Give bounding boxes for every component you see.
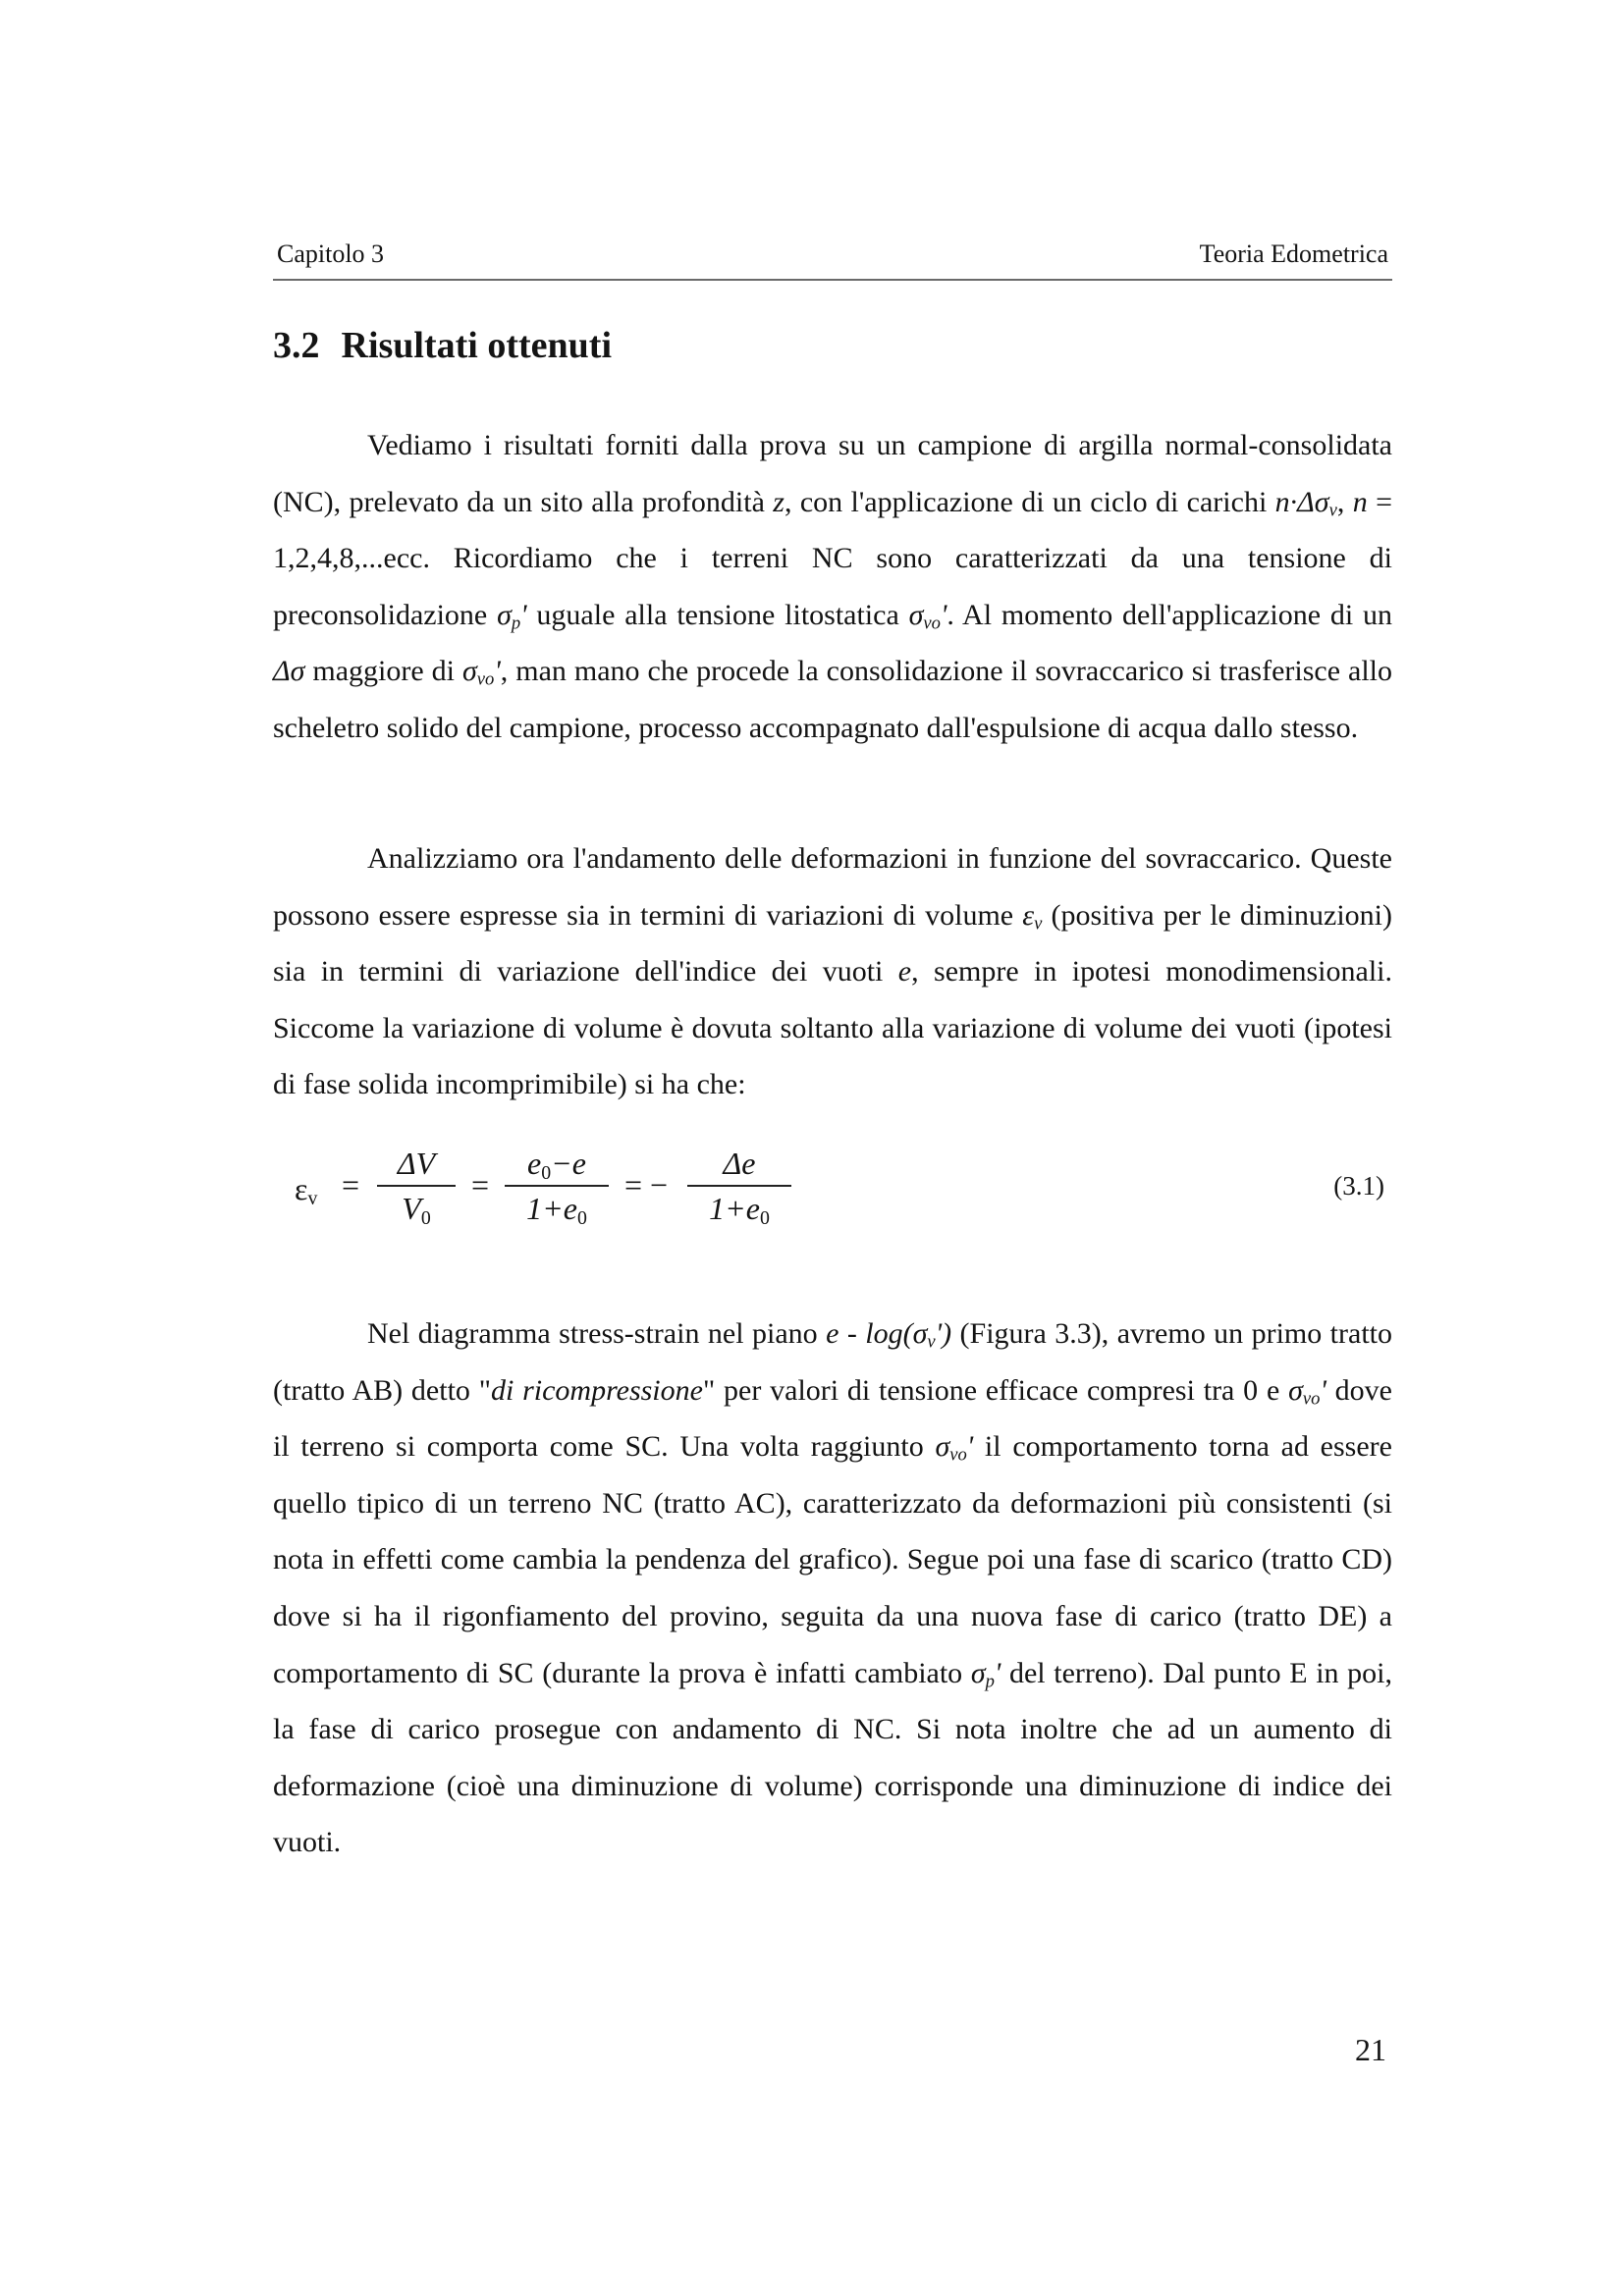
- p1-text: Vediamo i risultati forniti dalla prova su un campione di argilla normal-consolidata (NC), prelevato da un sito alla profondità: [273, 429, 1392, 518]
- p2-text: Analizziamo ora l'andamento delle deformazioni in funzione del sovraccarico. Queste possono essere espresse sia in termini di variazioni di volume: [273, 842, 1392, 932]
- p3-text: del terreno). Dal punto E in poi, la fase di carico prosegue con andamento di NC. Si nota inoltre che ad un aumento di deformazione (cioè una diminuzione di volume) corrisponde una diminuzione di indice dei vuoti.: [273, 1656, 1393, 1859]
- p3-math: ': [1320, 1373, 1326, 1407]
- paragraph-2: [273, 830, 1392, 1113]
- p2-math: ε: [1022, 898, 1035, 932]
- p3-text: dove il terreno si comporta come SC. Una volta raggiunto: [273, 1373, 1392, 1464]
- p3-text: " per valori di tensione efficace compresi tra 0 e: [702, 1373, 1289, 1407]
- p2-text: (positiva per le diminuzioni) sia in termini di variazione dell'indice dei vuoti: [273, 898, 1393, 988]
- p3-subscript: vo: [1302, 1388, 1321, 1410]
- p3-math: ': [966, 1430, 974, 1464]
- p2-subscript: v: [1034, 913, 1043, 934]
- section-heading: [273, 324, 612, 367]
- paragraph-3: [273, 1306, 1392, 1871]
- p1-text: , con l'applicazione di un ciclo di carichi: [784, 485, 1275, 518]
- p1-subscript: vo: [476, 669, 495, 691]
- equation-number: (3.1): [1333, 1171, 1384, 1201]
- p1-math: n·Δσ: [1274, 485, 1329, 518]
- p1-subscript: p: [511, 613, 521, 634]
- eq-fraction-volume: ΔV $V_0$: [377, 1144, 456, 1228]
- p3-math: e - log(σ: [826, 1317, 928, 1350]
- eq-equals: =: [471, 1167, 490, 1202]
- eq-numerator: Δe: [723, 1146, 756, 1181]
- eq-denominator: V: [402, 1191, 421, 1226]
- p1-text: uguale alla tensione litostatica: [526, 598, 909, 631]
- p1-math: z: [773, 485, 784, 518]
- p1-math: σ: [908, 598, 924, 631]
- p1-math: Δσ: [273, 655, 305, 688]
- p1-math: σ: [461, 655, 477, 688]
- p1-math: ': [494, 655, 501, 688]
- eq-denominator: 1+e: [709, 1191, 760, 1226]
- p3-math: σ: [970, 1656, 986, 1689]
- section-title: Risultati ottenuti: [341, 325, 612, 366]
- p3-subscript: v: [927, 1331, 936, 1353]
- p3-text: Nel diagramma stress-strain nel piano: [367, 1317, 827, 1350]
- p3-math: σ: [1288, 1373, 1303, 1407]
- p3-math: ': [994, 1656, 1001, 1689]
- p3-text: il comportamento torna ad essere quello tipico di un terreno NC (tratto AC), caratterizzato da deformazioni più consistenti (si nota in effetti come cambia la pendenza del grafico). Segue poi una fase di scarico (tratto CD) dove si ha il rigonfiamento del provino, seguita da una nuova fase di carico (tratto DE) a comportamento di SC (durante la prova è infatti cambiato: [273, 1430, 1392, 1689]
- p3-emphasis: di ricompressione: [490, 1373, 703, 1407]
- p1-text: maggiore di: [304, 655, 462, 688]
- p1-text: = 1,2,4,8,...ecc. Ricordiamo che i terreni NC sono caratterizzati da una tensione di preconsolidazione: [273, 485, 1392, 631]
- p2-text: , sempre in ipotesi monodimensionali. Siccome la variazione di volume è dovuta soltanto alla variazione di volume dei vuoti (ipotesi di fase solida incomprimibile) si ha che:: [273, 955, 1393, 1101]
- paragraph-1: [273, 417, 1392, 757]
- eq-fraction-voids: $e_0-e$ $1+e_0$: [505, 1144, 609, 1228]
- running-header: [273, 240, 1392, 281]
- p3-math: '): [935, 1317, 952, 1350]
- eq-numerator: ΔV: [397, 1146, 436, 1181]
- p3-subscript: vo: [949, 1444, 967, 1466]
- p1-subscript: v: [1328, 500, 1337, 521]
- header-chapter: Capitolo 3: [277, 240, 385, 268]
- p2-math: e: [897, 955, 912, 988]
- page-number: 21: [1355, 2032, 1386, 2067]
- p1-math: σ: [497, 598, 512, 631]
- header-title: Teoria Edometrica: [1199, 240, 1388, 268]
- p1-subscript: vo: [923, 613, 941, 634]
- p3-subscript: p: [985, 1671, 995, 1692]
- eq-denominator: 1+e: [526, 1191, 577, 1226]
- p3-math: σ: [935, 1430, 950, 1464]
- eq-equals-minus: = −: [624, 1167, 669, 1202]
- eq-equals: =: [342, 1167, 360, 1202]
- p3-text: (Figura 3.3), avremo un primo tratto (tratto AB) detto ": [273, 1317, 1392, 1407]
- eq-numerator: e: [527, 1146, 542, 1181]
- p1-math: ': [940, 598, 947, 631]
- p1-text: . Al momento dell'applicazione di un: [947, 598, 1392, 631]
- equation-3-1: [295, 1144, 1392, 1232]
- p1-text: ,: [1336, 485, 1353, 518]
- section-number: 3.2: [273, 325, 320, 366]
- eq-fraction-delta-e: Δe $1+e_0$: [687, 1144, 791, 1228]
- p1-math: ': [520, 598, 527, 631]
- p1-math: n: [1352, 485, 1368, 518]
- p1-text: , man mano che procede la consolidazione il sovraccarico si trasferisce allo scheletro solido del campione, processo accompagnato dall'espulsione di acqua dallo stesso.: [273, 655, 1392, 744]
- eq-lhs: $\varepsilon_v$: [295, 1171, 318, 1209]
